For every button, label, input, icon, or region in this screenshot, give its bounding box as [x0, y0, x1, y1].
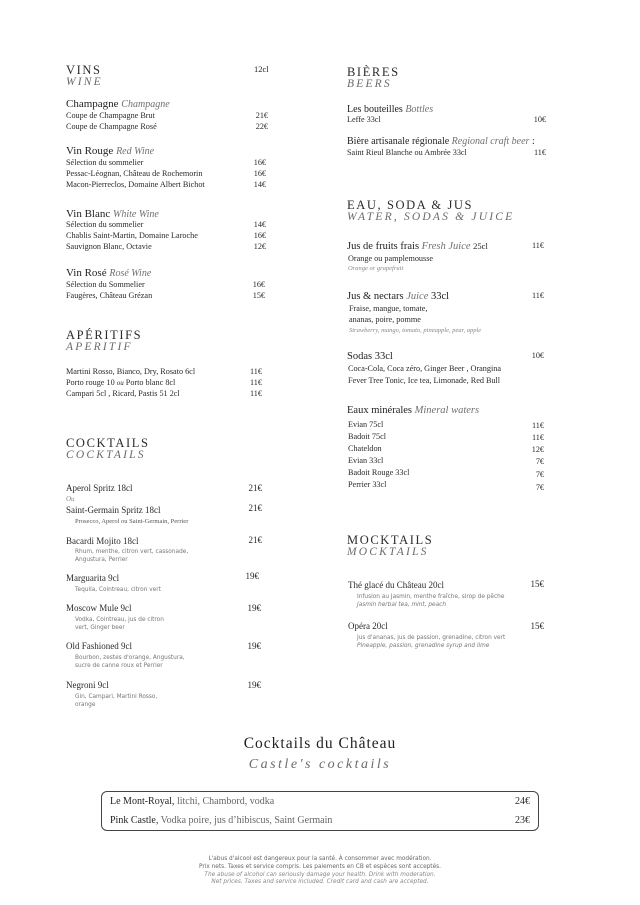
menu-item: Pessac-Léognan, Château de Rochemorin — [66, 169, 203, 178]
menu-item-desc: Gin, Campari, Martini Rosso, — [75, 694, 158, 700]
castle-title-en: Castle's cocktails — [248, 757, 392, 772]
beer-group-craft: Bière artisanale régionale Regional craft beer : — [347, 136, 535, 147]
softs-title-en: WATER, SODAS & JUICE — [347, 211, 515, 223]
menu-item: Badoit Rouge 33cl — [348, 468, 410, 477]
menu-item-price: 16€ — [253, 231, 266, 240]
menu-item: Saint Rieul Blanche ou Ambrée 33cl — [347, 148, 467, 157]
menu-item-desc: Orange ou pamplemousse — [348, 254, 434, 263]
menu-item-desc: Infusion au Jasmin, menthe fraîche, sirop de pêche — [357, 594, 505, 600]
menu-item: Moscow Mule 9cl — [66, 603, 132, 613]
sodas-heading: Sodas 33cl — [347, 351, 393, 362]
menu-item-price: 21€ — [248, 483, 262, 493]
wine-volume: 12cl — [254, 64, 269, 74]
menu-item: Porto rouge 10 ou Porto blanc 8cl — [66, 378, 176, 387]
menu-item-price: 16€ — [253, 169, 266, 178]
menu-item: Sélection du sommelier — [66, 158, 144, 167]
menu-item: Sélection du Sommelier — [66, 280, 145, 289]
menu-item-price: 15€ — [530, 579, 544, 589]
castle-item: Pink Castle, Vodka poire, jus d’hibiscus, Saint Germain — [110, 815, 333, 826]
menu-item-price: 19€ — [245, 571, 259, 581]
menu-item-price: 11€ — [532, 241, 544, 250]
menu-item-price: 12€ — [253, 242, 266, 251]
menu-item: Opéra 20cl — [348, 621, 388, 631]
castle-item: Le Mont-Royal, litchi, Chambord, vodka — [110, 796, 275, 807]
beer-group-bottles: Les bouteilles Bottles — [347, 104, 434, 115]
wine-group-red: Vin Rouge Red Wine — [66, 145, 155, 157]
footer-line-2: Prix nets. Taxes et service compris. Les paiements en CB et espèces sont acceptés. — [198, 863, 442, 870]
wine-group-white: Vin Blanc White Wine — [66, 208, 159, 220]
menu-item: Sélection du sommelier — [66, 220, 144, 229]
menu-item-price: 19€ — [247, 603, 261, 613]
menu-item-desc: Coca-Cola, Coca zéro, Ginger Beer , Orangina — [348, 364, 501, 373]
menu-item: Negroni 9cl — [66, 680, 109, 690]
menu-item: Old Fashioned 9cl — [66, 641, 132, 651]
menu-item: Faugères, Château Grézan — [66, 291, 153, 300]
softs-title: EAU, SODA & JUS — [347, 198, 474, 212]
menu-item-desc: sucre de canne roux et Perrier — [75, 663, 163, 669]
menu-item: Macon-Pierreclos, Domaine Albert Bichot — [66, 180, 205, 189]
menu-item: Evian 75cl — [348, 420, 384, 429]
or-label: Ou — [66, 495, 75, 503]
menu-item-price: 11€ — [534, 148, 546, 157]
menu-item-desc-en: Orange or grapefruit — [348, 265, 404, 272]
menu-item: Sauvignon Blanc, Octavie — [66, 242, 152, 251]
juice-heading: Jus de fruits frais Fresh Juice 25cl — [347, 241, 488, 252]
menu-item-price: 15€ — [530, 621, 544, 631]
menu-item: Badoit 75cl — [348, 432, 386, 441]
wine-group-rose: Vin Rosé Rosé Wine — [66, 267, 152, 279]
menu-item: Chateldon — [348, 444, 382, 453]
menu-item-desc: ananas, poire, pomme — [349, 315, 421, 324]
mocktails-title: MOCKTAILS — [347, 533, 434, 547]
menu-item-price: 11€ — [250, 378, 262, 387]
menu-item: Aperol Spritz 18cl — [66, 483, 133, 493]
menu-item-price: 22€ — [255, 122, 268, 131]
menu-item-desc: Rhum, menthe, citron vert, cassonade, — [75, 549, 189, 555]
menu-item-price: 15€ — [252, 291, 265, 300]
menu-item-desc: Jus d'ananas, jus de passion, grenadine, citron vert — [357, 635, 506, 641]
menu-item: Coupe de Champagne Rosé — [66, 122, 157, 131]
menu-item-price: 11€ — [250, 367, 262, 376]
menu-item-price: 11€ — [532, 433, 544, 442]
menu-item-price: 11€ — [532, 421, 544, 430]
castle-item-price: 24€ — [515, 796, 530, 807]
menu-item: Thé glacé du Château 20cl — [348, 580, 444, 590]
castle-title: Cocktails du Château — [243, 735, 397, 752]
menu-item: Chablis Saint-Martin, Domaine Laroche — [66, 231, 198, 240]
menu-item-desc: Angustura, Perrier — [75, 557, 128, 563]
menu-item-desc: Bourbon, zestes d'orange, Angustura, — [75, 655, 185, 661]
menu-item-price: 21€ — [248, 535, 262, 545]
waters-heading: Eaux minérales Mineral waters — [347, 405, 480, 416]
nectars-heading: Jus & nectars Juice 33cl — [347, 291, 450, 302]
wine-title: VINS — [66, 63, 102, 77]
menu-item-desc: vert, Ginger beer — [75, 625, 125, 631]
menu-item-desc: orange — [75, 702, 96, 708]
menu-item-price: 7€ — [535, 483, 544, 492]
footer-line-1: L'abus d'alcool est dangereux pour la santé. À consommer avec modération. — [208, 856, 432, 862]
footer-disclaimer — [0, 856, 640, 887]
menu-item-desc-en: Strawberry, mango, tomato, pineapple, pear, apple — [349, 327, 482, 334]
footer-line-4: Net prices. Taxes and service included. Credit card and cash are accepted. — [211, 879, 429, 886]
menu-item-price: 14€ — [253, 180, 266, 189]
wine-title-en: WINE — [66, 76, 103, 88]
aperitifs-title: APÉRITIFS — [66, 328, 143, 342]
menu-item-price: 11€ — [532, 291, 544, 300]
menu-item: Perrier 33cl — [348, 480, 387, 489]
menu-item-price: 11€ — [250, 389, 262, 398]
menu-item: Bacardi Mojito 18cl — [66, 536, 139, 546]
menu-item-price: 12€ — [531, 445, 544, 454]
menu-item-desc: Prosecco, Aperol ou Saint-Germain, Perrier — [75, 518, 189, 525]
menu-item-price: 10€ — [531, 351, 544, 360]
cocktails-title-en: COCKTAILS — [66, 449, 146, 461]
menu-item-desc: Fraise, mangue, tomate, — [349, 304, 428, 313]
menu-item-desc-en: Jasmin herbal tea, mint, peach — [357, 602, 446, 608]
menu-item: Leffe 33cl — [347, 115, 381, 124]
beers-title: BIÈRES — [347, 65, 400, 79]
menu-item-price: 7€ — [535, 470, 544, 479]
menu-item: Coupe de Champagne Brut — [66, 111, 155, 120]
menu-item-price: 14€ — [253, 220, 266, 229]
menu-item-desc-en: Pineapple, passion, grenadine syrup and lime — [357, 643, 490, 649]
menu-item: Marguarita 9cl — [66, 573, 120, 583]
menu-item-price: 21€ — [255, 111, 268, 120]
wine-group-champagne: Champagne Champagne — [66, 98, 170, 110]
menu-item-desc: Vodka, Cointreau, jus de citron — [75, 617, 164, 623]
menu-item-price: 21€ — [248, 503, 262, 513]
footer-line-3: The abuse of alcohol can seriously damage your health. Drink with moderation. — [204, 871, 436, 878]
menu-item-price: 19€ — [247, 641, 261, 651]
menu-item-desc: Fever Tree Tonic, Ice tea, Limonade, Red Bull — [348, 376, 501, 385]
menu-item-price: 19€ — [247, 680, 261, 690]
mocktails-title-en: MOCKTAILS — [347, 546, 429, 558]
menu-item-desc: Tequila, Cointreau, citron vert — [75, 587, 161, 593]
menu-item: Campari 5cl , Ricard, Pastis 51 2cl — [66, 389, 180, 398]
castle-item-price: 23€ — [515, 815, 530, 826]
cocktails-title: COCKTAILS — [66, 436, 150, 450]
aperitifs-title-en: APERITIF — [66, 341, 133, 353]
menu-item-price: 16€ — [252, 280, 265, 289]
menu-item: Saint-Germain Spritz 18cl — [66, 505, 161, 515]
menu-item: Martini Rosso, Bianco, Dry, Rosato 6cl — [66, 367, 196, 376]
menu-item-price: 16€ — [253, 158, 266, 167]
menu-item-price: 7€ — [535, 457, 544, 466]
menu-item: Evian 33cl — [348, 456, 384, 465]
beers-title-en: BEERS — [347, 78, 392, 90]
menu-item-price: 10€ — [533, 115, 546, 124]
